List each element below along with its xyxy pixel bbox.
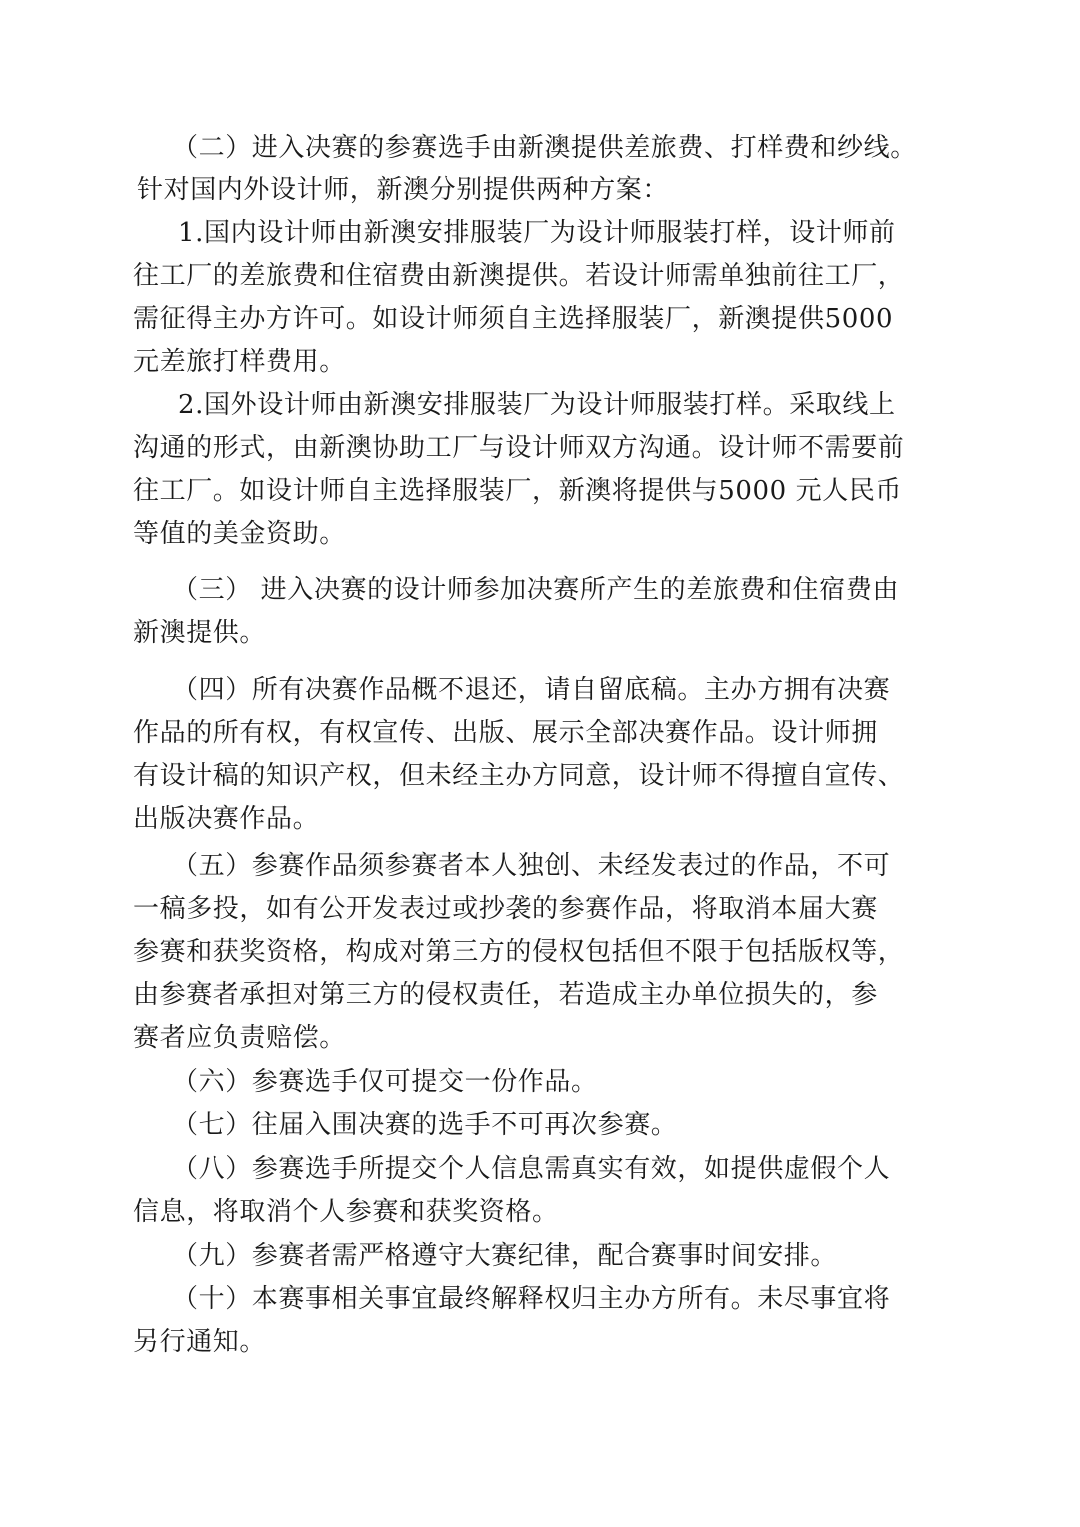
text-line: （六）参赛选手仅可提交一份作品。: [172, 1067, 598, 1097]
text-line: 往工厂。如设计师自主选择服装厂，新澳将提供与5000 元人民币: [133, 476, 903, 506]
text-line: 元差旅打样费用。: [133, 347, 346, 377]
text-line: （三） 进入决赛的设计师参加决赛所产生的差旅费和住宿费由: [172, 575, 900, 605]
text-line: （五）参赛作品须参赛者本人独创、未经发表过的作品，不可: [172, 851, 891, 881]
text-line: 等值的美金资助。: [133, 519, 346, 549]
text-line: （十）本赛事相关事宜最终解释权归主办方所有。未尽事宜将: [172, 1284, 891, 1314]
text-line: 往工厂的差旅费和住宿费由新澳提供。若设计师需单独前往工厂，: [133, 261, 905, 291]
text-line: 作品的所有权，有权宣传、出版、展示全部决赛作品。设计师拥: [133, 718, 878, 748]
text-line: 1.国内设计师由新澳安排服装厂为设计师服装打样，设计师前: [178, 218, 896, 248]
text-line: 信息，将取消个人参赛和获奖资格。: [133, 1197, 559, 1227]
text-line: （八）参赛选手所提交个人信息需真实有效，如提供虚假个人: [172, 1154, 891, 1184]
text-line: 出版决赛作品。: [133, 804, 320, 834]
text-line: 赛者应负责赔偿。: [133, 1023, 346, 1053]
text-line: 针对国内外设计师，新澳分别提供两种方案：: [137, 175, 670, 205]
text-line: （四）所有决赛作品概不退还，请自留底稿。主办方拥有决赛: [172, 675, 891, 705]
text-line: 由参赛者承担对第三方的侵权责任，若造成主办单位损失的，参: [133, 980, 878, 1010]
text-line: 参赛和获奖资格，构成对第三方的侵权包括但不限于包括版权等，: [133, 937, 905, 967]
text-line: 有设计稿的知识产权，但未经主办方同意，设计师不得擅自宣传、: [133, 761, 905, 791]
text-line: （二）进入决赛的参赛选手由新澳提供差旅费、打样费和纱线。: [172, 133, 917, 163]
text-line: 沟通的形式，由新澳协助工厂与设计师双方沟通。设计师不需要前: [133, 433, 905, 463]
text-line: 新澳提供。: [133, 618, 267, 648]
text-line: 另行通知。: [133, 1327, 267, 1357]
text-line: 需征得主办方许可。如设计师须自主选择服装厂，新澳提供5000: [133, 304, 894, 334]
text-line: 2.国外设计师由新澳安排服装厂为设计师服装打样。采取线上: [178, 390, 896, 420]
text-line: （九）参赛者需严格遵守大赛纪律，配合赛事时间安排。: [172, 1241, 838, 1271]
text-line: （七）往届入围决赛的选手不可再次参赛。: [172, 1110, 678, 1140]
text-line: 一稿多投，如有公开发表过或抄袭的参赛作品，将取消本届大赛: [133, 894, 878, 924]
